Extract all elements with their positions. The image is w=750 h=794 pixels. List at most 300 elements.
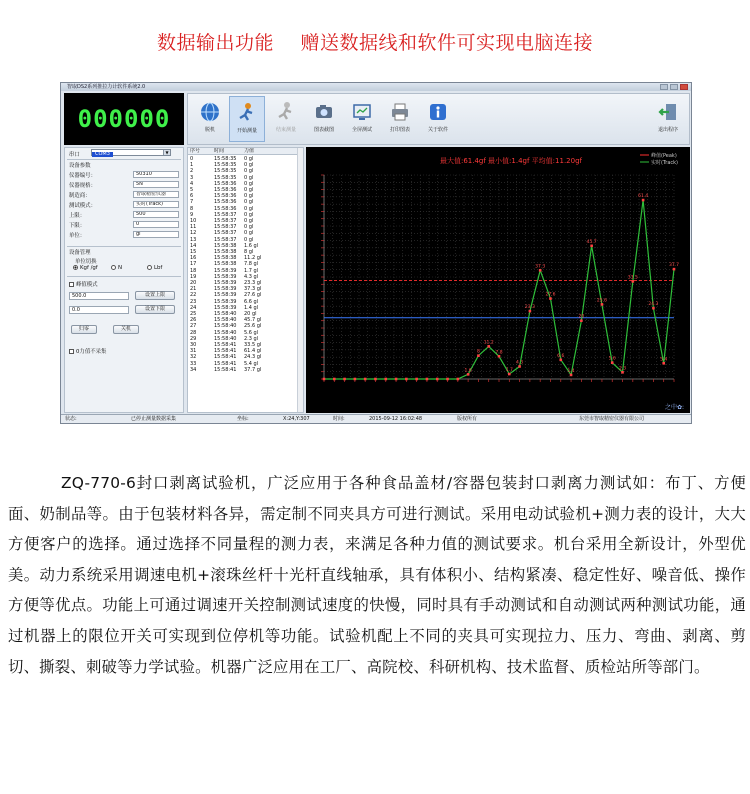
data-point — [611, 361, 614, 364]
row-time: 15:58:35 — [214, 156, 237, 162]
row-force: 0 gl — [244, 199, 254, 206]
row-force: 45.7 gl — [244, 317, 262, 324]
row-time: 15:58:37 — [214, 218, 237, 224]
status-value: 已停止测量数据采集 — [131, 416, 177, 422]
peak-divider — [67, 276, 181, 277]
data-label: 6.6 — [557, 353, 565, 359]
table-row[interactable] — [188, 230, 303, 236]
row-force: 0 gl — [244, 205, 254, 212]
table-row[interactable] — [188, 323, 303, 329]
row-index: 34 — [190, 366, 197, 373]
data-point — [457, 378, 460, 381]
offline-button[interactable] — [192, 96, 228, 142]
row-time: 15:58:41 — [214, 342, 237, 348]
data-point — [426, 378, 429, 381]
row-index: 23 — [190, 298, 197, 305]
row-force: 0 gl — [244, 156, 254, 162]
data-point — [436, 378, 439, 381]
data-point — [343, 378, 346, 381]
peak-mode-checkbox[interactable] — [69, 280, 98, 288]
row-time: 15:58:40 — [214, 329, 237, 336]
data-point — [446, 378, 449, 381]
row-index: 1 — [190, 162, 194, 169]
mgmt-divider — [67, 246, 181, 247]
data-point — [549, 297, 552, 300]
row-time: 15:58:36 — [214, 193, 237, 200]
row-force: 0 gl — [244, 211, 254, 218]
unit-n-label: N — [118, 265, 123, 271]
unit-radio-n[interactable] — [111, 265, 122, 271]
field-label-mode: 测试模式： — [69, 203, 96, 209]
field-value-device-id: 50310 — [133, 171, 179, 178]
data-label: 45.7 — [586, 239, 597, 245]
data-point — [601, 303, 604, 306]
row-time: 15:58:40 — [214, 323, 237, 330]
data-label: 5.4 — [660, 357, 668, 363]
row-time: 15:58:40 — [214, 317, 237, 324]
table-row[interactable] — [188, 237, 303, 243]
data-label: 11.2 — [483, 340, 494, 346]
data-label: 8 — [476, 349, 480, 355]
stop-measure-button[interactable] — [268, 96, 304, 142]
row-force: 25.6 gl — [244, 323, 262, 330]
row-index: 3 — [190, 174, 194, 181]
table-row[interactable] — [188, 206, 303, 212]
row-force: 0 gl — [244, 193, 254, 200]
data-label: 33.5 — [627, 275, 638, 281]
data-point — [467, 373, 470, 376]
field-label-device-id: 仪器编号： — [69, 173, 96, 179]
field-value-maker: 智取精密仪器 — [133, 191, 179, 198]
data-point — [333, 378, 336, 381]
window-titlebar — [61, 83, 691, 91]
set-upper-button[interactable]: 设置上限 — [135, 291, 175, 300]
data-label: 37.3 — [535, 264, 546, 270]
coord-value: X:24,Y:307 — [283, 416, 310, 422]
col-header-time: 时间 — [214, 148, 225, 154]
row-time: 15:58:39 — [214, 286, 237, 293]
unit-switch-label: 单位切换 — [75, 259, 97, 265]
row-index: 20 — [190, 280, 197, 286]
row-index: 8 — [190, 205, 194, 212]
screenshot-icon — [313, 101, 335, 123]
row-index: 12 — [190, 230, 197, 237]
data-point — [498, 355, 501, 358]
field-value-unit: gl — [133, 231, 179, 238]
data-label: 20 — [578, 314, 585, 320]
row-force: 11.2 gl — [244, 255, 262, 262]
row-time: 15:58:37 — [214, 211, 237, 218]
row-force: 8 gl — [244, 249, 254, 255]
data-point — [487, 345, 490, 348]
unit-lbf-label: Lbf — [154, 265, 163, 271]
row-index: 33 — [190, 360, 197, 367]
row-force: 33.5 gl — [244, 342, 262, 348]
table-row[interactable] — [188, 280, 303, 286]
row-index: 27 — [190, 323, 197, 330]
row-force: 23.3 gl — [244, 280, 262, 286]
row-index: 14 — [190, 242, 197, 249]
radio-icon — [111, 265, 116, 270]
start-measure-label: 开始测量 — [236, 128, 257, 134]
row-time: 15:58:40 — [214, 335, 237, 342]
fullscreen-icon — [351, 101, 373, 123]
data-label: 27.6 — [545, 292, 556, 298]
exit-icon — [657, 101, 679, 123]
table-row[interactable] — [188, 255, 303, 261]
row-force: 27.6 gl — [244, 292, 262, 299]
row-index: 10 — [190, 218, 197, 224]
row-force: 1.4 gl — [244, 304, 259, 311]
row-force: 24.3 gl — [244, 354, 262, 361]
upper-limit-input[interactable]: 500.0 — [69, 292, 129, 300]
heading-part-2: 赠送数据线和软件可实现电脑连接 — [300, 32, 594, 54]
data-point — [529, 310, 532, 313]
row-index: 21 — [190, 286, 197, 293]
data-point — [580, 319, 583, 322]
table-row[interactable] — [188, 193, 303, 199]
data-point — [621, 371, 624, 374]
offline-label: 脱机 — [204, 127, 215, 133]
row-force: 20 gl — [244, 311, 257, 317]
table-header — [188, 148, 303, 155]
row-time: 15:58:35 — [214, 162, 237, 169]
row-time: 15:58:37 — [214, 236, 237, 243]
row-index: 29 — [190, 335, 197, 342]
exit-program-label: 退出程序 — [657, 127, 678, 133]
data-point — [477, 354, 480, 357]
table-row[interactable] — [188, 342, 303, 348]
row-time: 15:58:38 — [214, 261, 237, 268]
params-title: 设备参数 — [69, 163, 91, 169]
no-collect-checkbox[interactable] — [69, 347, 106, 355]
row-index: 2 — [190, 168, 194, 175]
data-point — [642, 199, 645, 202]
table-row[interactable] — [188, 168, 303, 174]
row-time: 15:58:41 — [214, 360, 237, 367]
lower-limit-input[interactable]: 0.0 — [69, 306, 129, 314]
col-header-index: 序号 — [190, 148, 201, 154]
coord-label: 坐标: — [237, 416, 249, 422]
row-index: 4 — [190, 180, 194, 187]
field-value-mode: 实时(Track) — [133, 201, 179, 208]
row-force: 5.6 gl — [244, 329, 259, 336]
legend-peak-label: 峰值(Peak) — [651, 153, 677, 159]
data-label: 5.6 — [608, 356, 616, 362]
data-label: 7.8 — [495, 350, 503, 356]
row-index: 31 — [190, 348, 197, 355]
row-index: 9 — [190, 211, 194, 218]
row-force: 0 gl — [244, 180, 254, 187]
data-point — [518, 365, 521, 368]
print-chart-button[interactable] — [382, 96, 418, 142]
row-time: 15:58:39 — [214, 280, 237, 286]
row-time: 15:58:36 — [214, 205, 237, 212]
row-force: 37.7 gl — [244, 366, 262, 373]
table-row[interactable] — [188, 261, 303, 267]
data-label: 24.3 — [648, 302, 659, 308]
table-row[interactable] — [188, 311, 303, 317]
row-index: 17 — [190, 261, 197, 268]
row-force: 5.4 gl — [244, 360, 259, 367]
table-row[interactable] — [188, 175, 303, 181]
row-time: 15:58:41 — [214, 354, 237, 361]
table-row[interactable] — [188, 305, 303, 311]
row-force: 37.3 gl — [244, 286, 262, 293]
row-force: 61.4 gl — [244, 348, 262, 355]
row-index: 30 — [190, 342, 197, 348]
exit-program-button[interactable] — [650, 96, 686, 142]
heading-part-1: 数据输出功能 — [156, 32, 274, 54]
table-scrollbar[interactable] — [297, 148, 303, 412]
table-row[interactable] — [188, 162, 303, 168]
chevron-down-icon: ▼ — [163, 150, 170, 155]
row-index: 0 — [190, 156, 194, 162]
row-index: 11 — [190, 224, 197, 231]
time-value: 2015-09-12 16:02:48 — [369, 416, 423, 422]
stop-run-icon — [275, 101, 297, 123]
checkbox-icon — [69, 282, 74, 287]
row-force: 1.6 gl — [244, 242, 259, 249]
col-header-force: 力值 — [244, 148, 255, 154]
row-force: 0 gl — [244, 230, 254, 237]
table-row[interactable] — [188, 199, 303, 205]
company-name: 东莞市智取精密仪器有限公司 — [579, 416, 645, 422]
row-time: 15:58:41 — [214, 348, 237, 355]
port-value: COM3 — [92, 152, 113, 157]
table-row[interactable] — [188, 224, 303, 230]
table-row[interactable] — [188, 212, 303, 218]
row-force: 0 gl — [244, 236, 254, 243]
row-time: 15:58:35 — [214, 174, 237, 181]
unit-radio-kgf[interactable] — [73, 265, 98, 271]
device-sidebar — [64, 147, 184, 413]
table-row[interactable] — [188, 336, 303, 342]
product-description: ZQ-770-6封口剥离试验机，广泛应用于各种食品盖材/容器包装封口剥离力测试如：布丁、方便面、奶制品等。由于包装材料各异，需定制不同夹具方可进行测试。采用电动试验机+测力表的设计，大大方便客户的选择。通过选择不同量程的测力表，来满足各种力值的测试要求。机台采用全新设计，外型优美。动力系统采用调速电机+滚珠丝杆十光杆直线轴承，具有体积小、结构紧凑、稳定性好、噪音低、操作方便等优点。功能上可通过调速开关控制测试速度的快慢，同时具有手动测试和自动测试两种测试功能，通过机器上的限位开关可实现到位停机等功能。试验机配上不同的夹具可实现拉力、压力、弯曲、剥离、剪切、撕裂、刺破等力学试验。机器广泛应用在工厂、高院校、科研机构、技术监督、质检站所等部门。 — [8, 474, 746, 676]
data-label: 23.3 — [524, 305, 535, 311]
unit-kgf-label: Kgf /gf — [80, 265, 98, 271]
data-point — [559, 358, 562, 361]
print-chart-label: 打印图表 — [389, 127, 410, 133]
data-point — [384, 378, 387, 381]
field-value-spec: 5N — [133, 181, 179, 188]
row-time: 15:58:36 — [214, 180, 237, 187]
chart-screenshot-label: 图表截图 — [313, 127, 334, 133]
data-point — [395, 378, 398, 381]
params-divider — [67, 159, 181, 160]
data-point — [415, 378, 418, 381]
data-label: 1.6 — [464, 368, 472, 374]
about-software-button[interactable] — [420, 96, 456, 142]
unit-radio-lbf[interactable] — [147, 265, 162, 271]
printer-icon — [389, 101, 411, 123]
port-select[interactable] — [91, 149, 171, 156]
zero-button[interactable]: 归零 — [71, 325, 97, 334]
shutdown-button[interactable]: 关机 — [113, 325, 139, 334]
row-time: 15:58:39 — [214, 273, 237, 280]
table-row[interactable] — [188, 354, 303, 360]
legend-track-label: 实时(Track) — [651, 160, 678, 166]
table-row[interactable] — [188, 249, 303, 255]
chart-title: 最大值:61.4gf 最小值:1.4gf 平均值:11.20gf — [439, 157, 583, 165]
table-row[interactable] — [188, 348, 303, 354]
table-row[interactable] — [188, 156, 303, 162]
copyright-label: 版权所有 — [457, 416, 478, 422]
row-time: 15:58:36 — [214, 187, 237, 193]
row-time: 15:58:35 — [214, 168, 237, 175]
data-point — [323, 378, 326, 381]
data-point — [662, 362, 665, 365]
port-label: 串口 — [69, 152, 80, 158]
row-index: 15 — [190, 249, 197, 255]
row-index: 28 — [190, 329, 197, 336]
close-button[interactable] — [680, 84, 688, 90]
time-label: 时间: — [333, 416, 345, 422]
table-row[interactable] — [188, 286, 303, 292]
mgmt-title: 设备管理 — [69, 250, 91, 256]
data-label: 25.6 — [596, 298, 607, 304]
radio-selected-icon — [73, 265, 78, 270]
data-label: 2.3 — [618, 366, 627, 372]
row-time: 15:58:37 — [214, 224, 237, 231]
row-time: 15:58:40 — [214, 311, 237, 317]
row-force: 2.3 gl — [244, 335, 259, 342]
row-force: 0 gl — [244, 224, 254, 231]
table-row[interactable] — [188, 274, 303, 280]
row-time: 15:58:36 — [214, 199, 237, 206]
table-row[interactable] — [188, 243, 303, 249]
row-index: 18 — [190, 267, 197, 274]
row-index: 24 — [190, 304, 197, 311]
row-time: 15:58:39 — [214, 298, 237, 305]
statusbar — [61, 414, 691, 423]
stop-measure-label: 结束测量 — [275, 127, 296, 133]
data-label: 4.3 — [516, 360, 524, 366]
row-time: 15:58:38 — [214, 249, 237, 255]
table-row[interactable] — [188, 299, 303, 305]
data-label: 61.4 — [638, 194, 649, 200]
data-point — [652, 307, 655, 310]
data-label: 1.7 — [505, 368, 513, 374]
data-label: 1.4 — [567, 368, 575, 374]
table-row[interactable] — [188, 361, 303, 367]
page-heading — [0, 28, 750, 55]
row-time: 15:58:39 — [214, 304, 237, 311]
field-value-upper: 500 — [133, 211, 179, 218]
table-row[interactable] — [188, 218, 303, 224]
row-index: 6 — [190, 193, 194, 200]
data-label: 37.7 — [668, 263, 680, 269]
row-force: 0 gl — [244, 187, 254, 193]
row-time: 15:58:38 — [214, 255, 237, 262]
run-icon — [236, 102, 258, 124]
row-force: 7.8 gl — [244, 261, 259, 268]
field-label-lower: 下限： — [69, 223, 86, 229]
row-index: 7 — [190, 199, 194, 206]
fullscreen-test-button[interactable] — [344, 96, 380, 142]
globe-icon — [199, 101, 221, 123]
table-row[interactable] — [188, 317, 303, 323]
data-point — [590, 245, 593, 248]
field-value-lower: 0 — [133, 221, 179, 228]
toolbar — [187, 93, 690, 145]
info-icon — [427, 101, 449, 123]
field-label-maker: 制造商： — [69, 193, 91, 199]
data-point — [673, 268, 676, 271]
chart-svg — [306, 147, 690, 413]
window-title: 智取DS2系列推拉力计软件系统2.0 — [67, 84, 146, 90]
row-force: 0 gl — [244, 174, 254, 181]
data-point — [508, 373, 511, 376]
data-point — [570, 374, 573, 377]
row-index: 22 — [190, 292, 197, 299]
data-table — [187, 147, 304, 413]
row-force: 0 gl — [244, 162, 254, 169]
row-index: 25 — [190, 311, 197, 317]
table-row[interactable] — [188, 268, 303, 274]
row-force: 4.3 gl — [244, 273, 259, 280]
row-index: 26 — [190, 317, 197, 324]
row-time: 15:58:38 — [214, 242, 237, 249]
maximize-button[interactable] — [670, 84, 678, 90]
row-force: 0 gl — [244, 218, 254, 224]
row-time: 15:58:39 — [214, 292, 237, 299]
checkbox-icon — [69, 349, 74, 354]
peak-mode-label: 峰值模式 — [76, 282, 98, 288]
row-time: 15:58:37 — [214, 230, 237, 237]
data-point — [354, 378, 357, 381]
row-force: 6.6 gl — [244, 298, 259, 305]
row-index: 16 — [190, 255, 197, 262]
data-point — [632, 280, 635, 283]
about-software-label: 关于软件 — [427, 127, 448, 133]
row-index: 13 — [190, 236, 197, 243]
row-index: 19 — [190, 273, 197, 280]
data-point — [364, 378, 367, 381]
chart-screenshot-button[interactable] — [306, 96, 342, 142]
data-point — [405, 378, 408, 381]
field-label-unit: 单位： — [69, 233, 86, 239]
table-row[interactable] — [188, 367, 303, 373]
field-label-upper: 上限： — [69, 213, 86, 219]
row-index: 32 — [190, 354, 197, 361]
row-index: 5 — [190, 187, 194, 193]
force-chart — [306, 147, 690, 413]
table-row[interactable] — [188, 187, 303, 193]
row-force: 0 gl — [244, 168, 254, 175]
data-point — [374, 378, 377, 381]
app-window — [60, 82, 692, 424]
table-row[interactable] — [188, 292, 303, 298]
row-force: 1.7 gl — [244, 267, 259, 274]
fullscreen-test-label: 全屏测试 — [351, 127, 372, 133]
set-lower-button[interactable]: 设置下限 — [135, 305, 175, 314]
force-counter-display: 000000 — [64, 93, 184, 145]
field-label-spec: 仪器规格： — [69, 183, 96, 189]
radio-icon — [147, 265, 152, 270]
table-row[interactable] — [188, 181, 303, 187]
data-point — [539, 269, 542, 272]
start-measure-button[interactable] — [229, 96, 265, 142]
no-collect-label: 0力值不采集 — [76, 349, 107, 355]
status-label: 状态: — [65, 416, 77, 422]
minimize-button[interactable] — [660, 84, 668, 90]
table-row[interactable] — [188, 330, 303, 336]
input-method-tray: 之中✿: — [664, 404, 684, 411]
row-time: 15:58:39 — [214, 267, 237, 274]
window-controls — [660, 84, 688, 90]
row-time: 15:58:41 — [214, 366, 237, 373]
